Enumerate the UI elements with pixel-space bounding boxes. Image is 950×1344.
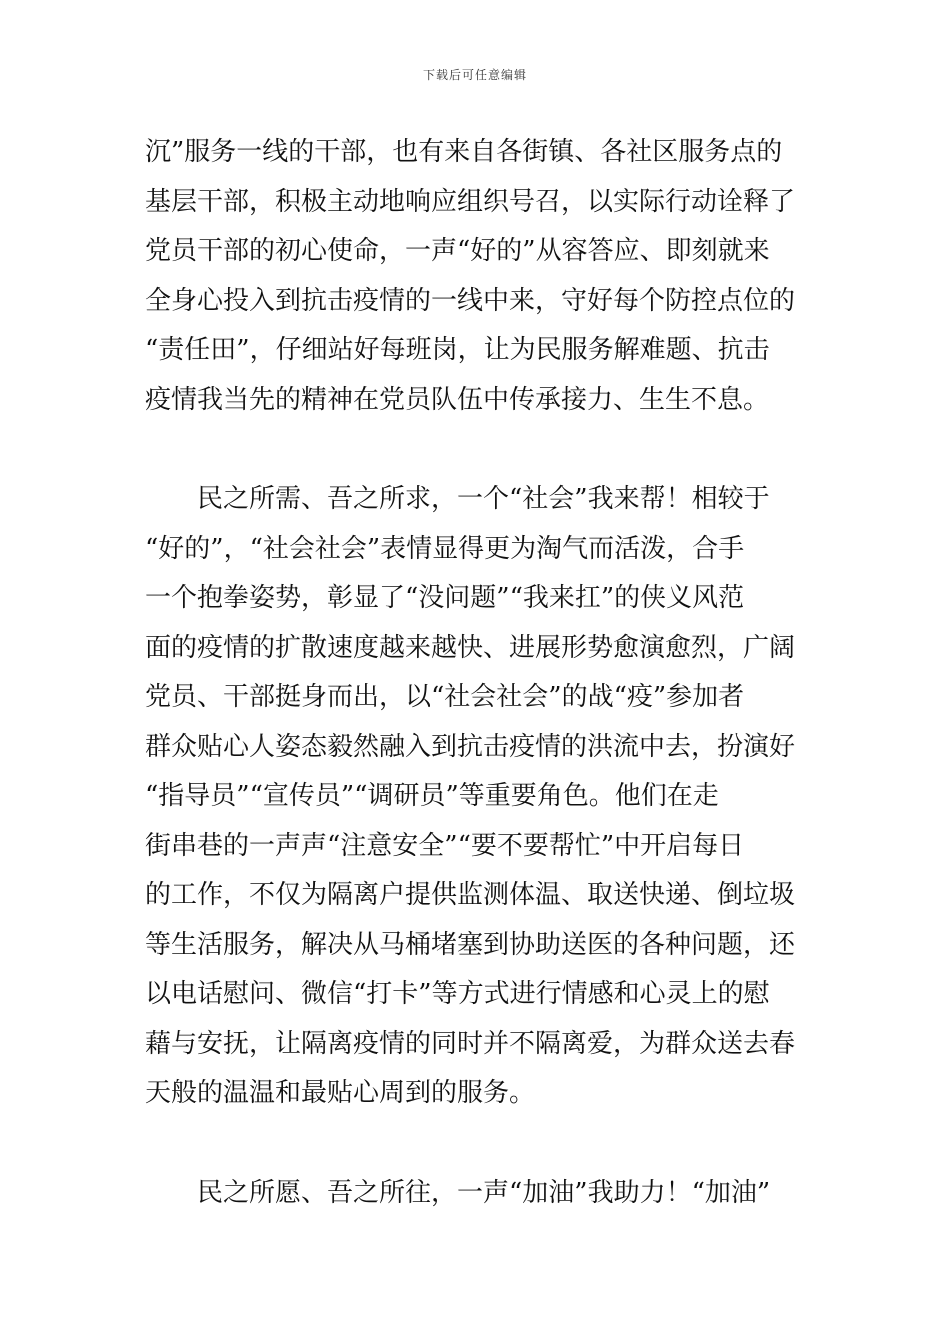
text-line: 一个抱拳姿势，彰显了“没问题”“我来扛”的侠义风范 (145, 583, 745, 613)
text-line: 党员、干部挺身而出，以“社会社会”的战“疫”参加者 (145, 682, 745, 712)
text-line: 等生活服务，解决从马桶堵塞到协助送医的各种问题，还 (145, 929, 796, 960)
text-line: “责任田”，仔细站好每班岗，让为民服务解难题、抗击 (145, 335, 770, 365)
paragraph-1 (145, 128, 815, 425)
text-line: “指导员”“宣传员”“调研员”等重要角色。他们在走 (145, 781, 719, 811)
text-line: 疫情我当先的精神在党员队伍中传承接力、生生不息。 (145, 384, 770, 415)
text-line: 基层干部，积极主动地响应组织号召，以实际行动诠释了 (145, 186, 796, 217)
text-line: 的工作，不仅为隔离户提供监测体温、取送快递、倒垃圾 (145, 880, 796, 910)
text-line: 沉”服务一线的干部，也有来自各街镇、各社区服务点的 (145, 137, 783, 167)
paragraph-2 (145, 475, 815, 1119)
paragraph-gap (145, 425, 815, 475)
text-line: 以电话慰问、微信“打卡”等方式进行情感和心灵上的慰 (145, 979, 770, 1009)
text-line: “好的”，“社会社会”表情显得更为淘气而活泼，合手 (145, 533, 745, 564)
paragraph-3 (145, 1169, 815, 1219)
text-line: 面的疫情的扩散速度越来越快、进展形势愈演愈烈，广阔 (145, 632, 796, 663)
text-line: 群众贴心人姿态毅然融入到抗击疫情的洪流中去，扮演好 (145, 731, 796, 762)
text-line: 全身心投入到抗击疫情的一线中来，守好每个防控点位的 (145, 285, 796, 316)
document-body (145, 128, 815, 1218)
page-header: 下载后可任意编辑 (422, 68, 527, 82)
text-line: 藉与安抚，让隔离疫情的同时并不隔离爱，为群众送去春 (145, 1028, 796, 1059)
paragraph-gap (145, 1119, 815, 1169)
text-line: 民之所愿、吾之所往，一声“加油”我助力！“加油” (197, 1177, 771, 1208)
text-line: 党员干部的初心使命，一声“好的”从容答应、即刻就来 (145, 236, 770, 266)
text-line: 民之所需、吾之所求，一个“社会”我来帮！相较于 (197, 484, 770, 514)
text-line: 天般的温温和最贴心周到的服务。 (145, 1078, 536, 1108)
text-line: 街串巷的一声声“注意安全”“要不要帮忙”中开启每日 (145, 830, 745, 861)
